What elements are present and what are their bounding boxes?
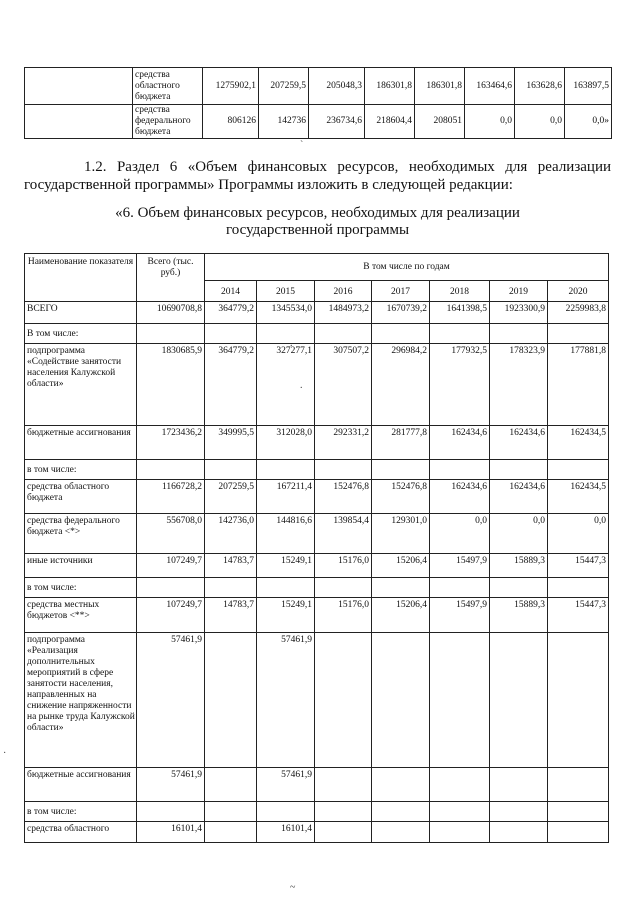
empty-cell [25,105,133,139]
year-value-2020: 2259983,8 [548,302,609,324]
year-value-2016 [315,768,372,802]
empty-cell [430,802,490,822]
fragment-value-cell: 806126 [203,105,259,139]
fragment-value-cell: 205048,3 [309,68,365,105]
scan-artifact: . [290,338,293,349]
empty-cell [257,802,315,822]
scan-artifact: ~ [290,882,296,893]
year-value-2017 [372,633,430,768]
subheading-cell: в том числе: [25,460,137,480]
empty-cell [490,802,548,822]
year-value-2017: 296984,2 [372,344,430,426]
row-label: ВСЕГО [25,302,137,324]
row-label: средства областного [25,822,137,843]
row-total: 57461,9 [137,633,205,768]
empty-cell [205,802,257,822]
year-value-2020: 0,0 [548,514,609,554]
empty-cell [205,324,257,344]
year-value-2016: 139854,4 [315,514,372,554]
year-value-2015: 1345534,0 [257,302,315,324]
row-total: 1166728,2 [137,480,205,514]
empty-cell [315,460,372,480]
section-title [24,205,611,239]
year-value-2020: 162434,5 [548,480,609,514]
table-row [25,822,609,843]
empty-cell [372,324,430,344]
subheading-cell: в том числе: [25,802,137,822]
year-value-2019: 15889,3 [490,554,548,578]
year-value-2020: 177881,8 [548,344,609,426]
year-value-2017: 129301,0 [372,514,430,554]
table-row [25,768,609,802]
fragment-value-cell: 0,0 [465,105,515,139]
year-value-2019: 162434,6 [490,426,548,460]
empty-cell [137,802,205,822]
empty-cell [490,460,548,480]
row-label: средства федерального бюджета <*> [25,514,137,554]
empty-cell [430,460,490,480]
empty-cell [548,460,609,480]
table-row [25,426,609,460]
header-year-2018: 2018 [430,281,490,302]
amendment-paragraph-line2: государственной программы» Программы изложить в следующей редакции: [24,177,513,193]
header-year-2014: 2014 [205,281,257,302]
year-value-2015: 144816,6 [257,514,315,554]
row-label: средства областного бюджета [25,480,137,514]
empty-cell [257,460,315,480]
year-value-2018: 15497,9 [430,554,490,578]
fragment-value-cell: 163628,6 [515,68,565,105]
fragment-value-cell: 163897,5 [565,68,612,105]
row-total: 57461,9 [137,768,205,802]
header-year-2017: 2017 [372,281,430,302]
empty-cell [257,324,315,344]
year-value-2018: 177932,5 [430,344,490,426]
year-value-2019 [490,822,548,843]
empty-cell [137,460,205,480]
table-row [25,578,609,598]
year-value-2015: 16101,4 [257,822,315,843]
empty-cell [315,324,372,344]
header-year-2016: 2016 [315,281,372,302]
row-label: подпрограмма «Реализация дополнительных мероприятий в сфере занятости населения, направленных на снижение напряженности на рынке труда Калужской области» [25,633,137,768]
amendment-paragraph-line1: 1.2. Раздел 6 «Объем финансовых ресурсов, необходимых для реализации [84,159,611,175]
fragment-value-cell: 186301,8 [415,68,465,105]
fragment-value-cell: 142736 [259,105,309,139]
year-value-2016: 15176,0 [315,554,372,578]
year-value-2014: 364779,2 [205,344,257,426]
empty-cell [548,578,609,598]
empty-cell [315,802,372,822]
year-value-2016 [315,633,372,768]
year-value-2017 [372,822,430,843]
empty-cell [372,578,430,598]
empty-cell [372,460,430,480]
previous-table-fragment [24,67,612,139]
year-value-2019 [490,633,548,768]
table-row [25,480,609,514]
year-value-2015: 15249,1 [257,554,315,578]
year-value-2019 [490,768,548,802]
header-year-2015: 2015 [257,281,315,302]
empty-cell [257,578,315,598]
empty-cell [430,324,490,344]
table-row [25,554,609,578]
year-value-2017: 152476,8 [372,480,430,514]
year-value-2015: 312028,0 [257,426,315,460]
empty-cell [25,68,133,105]
year-value-2019: 162434,6 [490,480,548,514]
year-value-2020: 162434,5 [548,426,609,460]
header-years-group: В том числе по годам [205,254,609,281]
year-value-2019: 178323,9 [490,344,548,426]
year-value-2018 [430,822,490,843]
row-label: иные источники [25,554,137,578]
fragment-value-cell: 1275902,1 [203,68,259,105]
year-value-2014 [205,633,257,768]
year-value-2016: 292331,2 [315,426,372,460]
header-year-2020: 2020 [548,281,609,302]
table-row [25,344,609,426]
year-value-2019: 0,0 [490,514,548,554]
fragment-value-cell: 218604,4 [365,105,415,139]
empty-cell [490,324,548,344]
header-total: Всего (тыс. руб.) [137,254,205,302]
row-total: 16101,4 [137,822,205,843]
scan-artifact: ` [300,140,304,151]
year-value-2018: 162434,6 [430,480,490,514]
financing-table [24,253,609,843]
row-label: подпрограмма «Содействие занятости населения Калужской области» [25,344,137,426]
year-value-2015: 57461,9 [257,633,315,768]
year-value-2018 [430,768,490,802]
fragment-value-cell: 0,0» [565,105,612,139]
year-value-2015: 167211,4 [257,480,315,514]
empty-cell [137,324,205,344]
empty-cell [548,802,609,822]
table-row [25,460,609,480]
fragment-value-cell: 0,0 [515,105,565,139]
year-value-2016: 1484973,2 [315,302,372,324]
table-row [25,302,609,324]
year-value-2018: 15497,9 [430,598,490,633]
table-row [25,514,609,554]
year-value-2018: 162434,6 [430,426,490,460]
year-value-2017: 15206,4 [372,598,430,633]
empty-cell [490,578,548,598]
fragment-row-label: средства областного бюджета [133,68,203,105]
year-value-2020: 15447,3 [548,598,609,633]
table-row [25,802,609,822]
empty-cell [372,802,430,822]
scan-artifact: · [3,748,7,759]
row-total: 107249,7 [137,598,205,633]
fragment-value-cell: 186301,8 [365,68,415,105]
year-value-2014: 349995,5 [205,426,257,460]
year-value-2017: 281777,8 [372,426,430,460]
year-value-2020 [548,822,609,843]
subheading-cell: в том числе: [25,578,137,598]
year-value-2015: 15249,1 [257,598,315,633]
year-value-2017 [372,768,430,802]
fragment-row-label: средства федерального бюджета [133,105,203,139]
row-label: бюджетные ассигнования [25,768,137,802]
year-value-2014 [205,822,257,843]
year-value-2015: 57461,9 [257,768,315,802]
year-value-2016: 307507,2 [315,344,372,426]
table-row [25,324,609,344]
year-value-2018: 0,0 [430,514,490,554]
year-value-2014: 207259,5 [205,480,257,514]
empty-cell [205,460,257,480]
year-value-2014: 14783,7 [205,554,257,578]
year-value-2020 [548,633,609,768]
fragment-value-cell: 236734,6 [309,105,365,139]
empty-cell [315,578,372,598]
year-value-2019: 1923300,9 [490,302,548,324]
empty-cell [430,578,490,598]
year-value-2016: 15176,0 [315,598,372,633]
year-value-2014 [205,768,257,802]
row-total: 107249,7 [137,554,205,578]
year-value-2018: 1641398,5 [430,302,490,324]
year-value-2018 [430,633,490,768]
empty-cell [205,578,257,598]
scan-artifact: . [300,380,303,391]
year-value-2016: 152476,8 [315,480,372,514]
header-year-2019: 2019 [490,281,548,302]
year-value-2017: 1670739,2 [372,302,430,324]
row-total: 1723436,2 [137,426,205,460]
fragment-row [25,105,612,139]
empty-cell [137,578,205,598]
fragment-value-cell: 163464,6 [465,68,515,105]
fragment-value-cell: 207259,5 [259,68,309,105]
year-value-2014: 14783,7 [205,598,257,633]
header-indicator-name: Наименование показателя [25,254,137,302]
row-total: 556708,0 [137,514,205,554]
row-label: средства местных бюджетов <**> [25,598,137,633]
section-title-line1: «6. Объем финансовых ресурсов, необходимых для реализации [115,205,520,221]
year-value-2019: 15889,3 [490,598,548,633]
year-value-2014: 364779,2 [205,302,257,324]
year-value-2014: 142736,0 [205,514,257,554]
fragment-value-cell: 208051 [415,105,465,139]
year-value-2015: 327277,1 [257,344,315,426]
section-title-line2: государственной программы [225,222,410,238]
row-label: бюджетные ассигнования [25,426,137,460]
year-value-2020: 15447,3 [548,554,609,578]
table-row [25,633,609,768]
subheading-cell: В том числе: [25,324,137,344]
empty-cell [548,324,609,344]
year-value-2016 [315,822,372,843]
fragment-row [25,68,612,105]
row-total: 10690708,8 [137,302,205,324]
year-value-2020 [548,768,609,802]
table-row [25,598,609,633]
year-value-2017: 15206,4 [372,554,430,578]
row-total: 1830685,9 [137,344,205,426]
